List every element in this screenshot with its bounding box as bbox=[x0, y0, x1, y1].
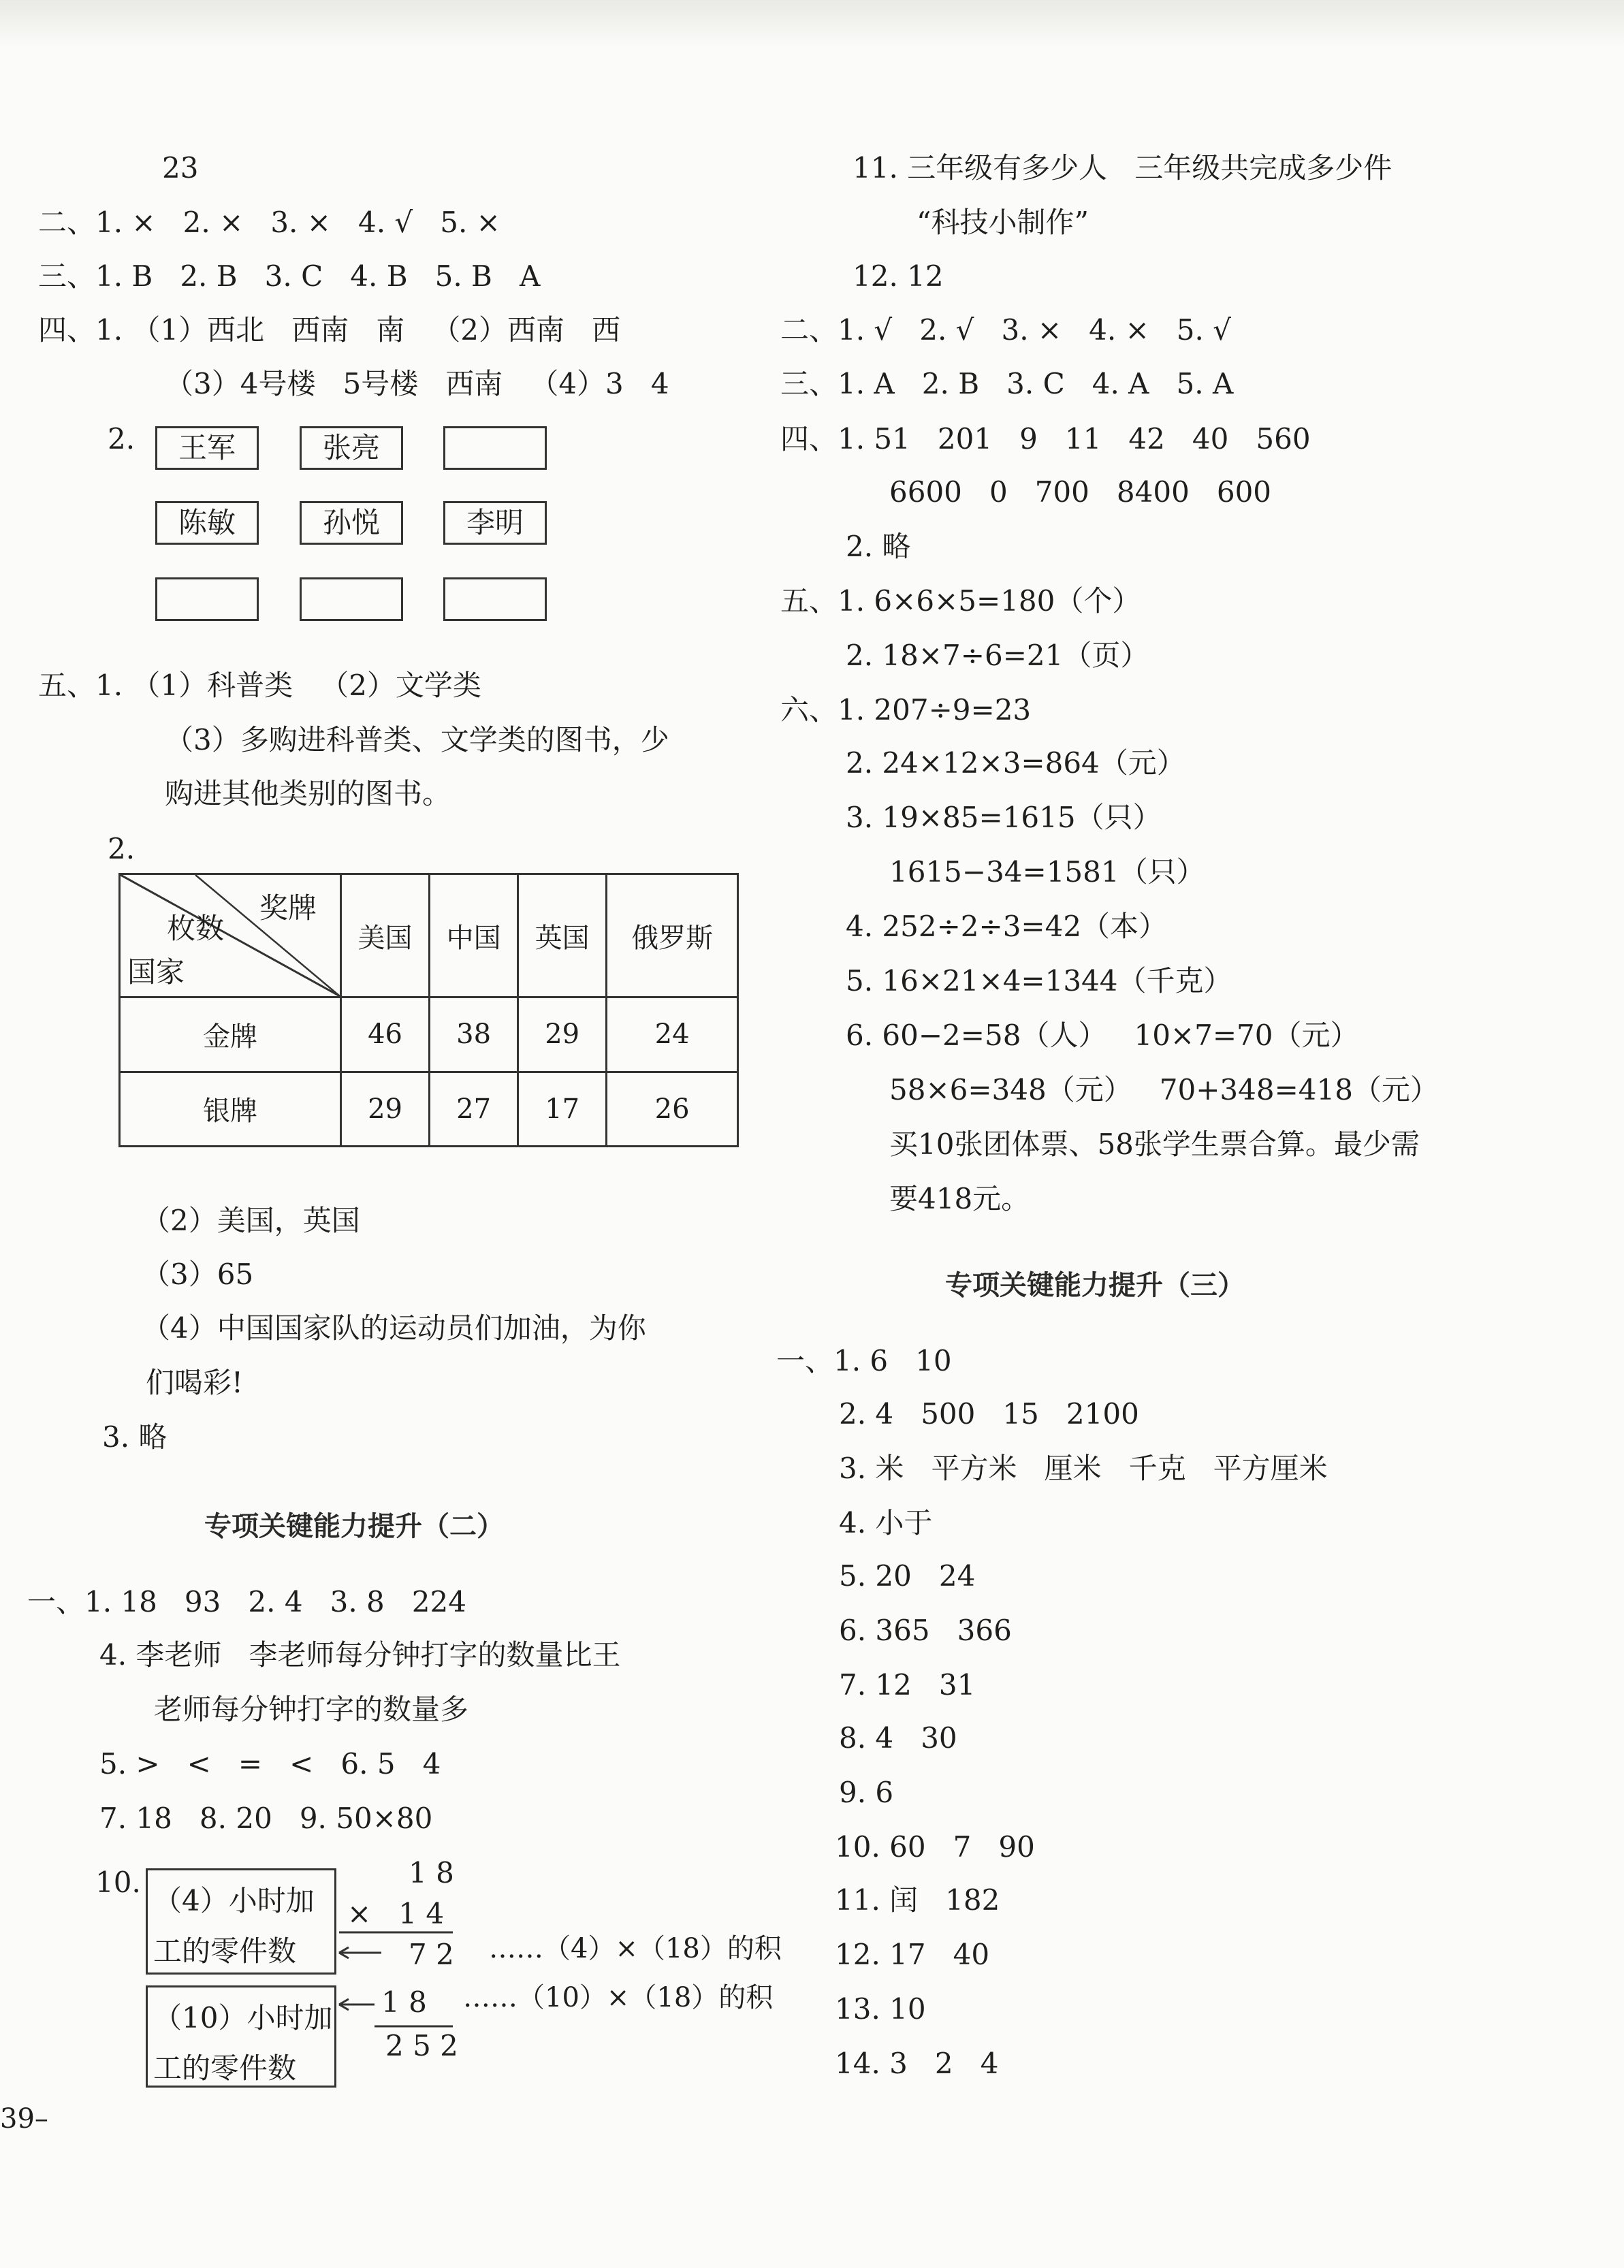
answer-line: 11. 三年级有多少人 三年级共完成多少件 bbox=[853, 151, 1392, 185]
corner-label-count: 枚数 bbox=[167, 912, 225, 945]
answer-line: 5. 20 24 bbox=[839, 1559, 976, 1593]
table-cell: 27 bbox=[430, 1072, 518, 1147]
column-header: 中国 bbox=[430, 874, 518, 997]
multiplicand: 1 8 bbox=[409, 1856, 454, 1889]
section-title: 专项关键能力提升（二） bbox=[204, 1511, 504, 1542]
box-text: （4）小时加 bbox=[153, 1884, 315, 1917]
answer-line: （2）美国，英国 bbox=[142, 1204, 360, 1237]
answer-line: 五、1. 6×6×5=180（个） bbox=[780, 584, 1141, 618]
answer-line: 购进其他类别的图书。 bbox=[165, 777, 451, 810]
corner-label-country: 国家 bbox=[127, 955, 185, 989]
table-cell: 26 bbox=[607, 1072, 738, 1147]
answer-line: 2. bbox=[108, 422, 136, 456]
answer-line: 三、1. B 2. B 3. C 4. B 5. B A bbox=[38, 259, 541, 293]
label-box-10-hours bbox=[146, 1985, 336, 2088]
name-box: 陈敏 bbox=[155, 501, 259, 545]
answer-line: 六、1. 207÷9=23 bbox=[780, 693, 1032, 726]
answer-line: 6. 365 366 bbox=[839, 1614, 1012, 1647]
answer-line: 买10张团体票、58张学生票合算。最少需 bbox=[889, 1128, 1420, 1161]
answer-line: 3. 米 平方米 厘米 千克 平方厘米 bbox=[839, 1452, 1328, 1485]
answer-line: 23 bbox=[162, 151, 199, 185]
partial-product-2: 1 8 bbox=[381, 1985, 427, 2019]
answer-line: 一、1. 6 10 bbox=[776, 1344, 952, 1377]
answer-line: 一、1. 18 93 2. 4 3. 8 224 bbox=[27, 1585, 466, 1618]
name-box: 孙悦 bbox=[300, 501, 403, 545]
answer-line: “科技小制作” bbox=[917, 206, 1089, 239]
answer-line: （3）4号楼 5号楼 西南 （4）3 4 bbox=[165, 367, 669, 400]
name-box bbox=[155, 577, 259, 621]
answer-line: 12. 17 40 bbox=[835, 1938, 990, 1971]
multiplier: × 1 4 bbox=[347, 1897, 445, 1930]
answer-line: 9. 6 bbox=[839, 1776, 894, 1809]
box-text: （10）小时加 bbox=[153, 2001, 333, 2034]
table-corner-cell bbox=[120, 874, 341, 997]
box-text: 工的零件数 bbox=[153, 1934, 297, 1968]
table-row bbox=[120, 1072, 738, 1147]
answer-line: 6. 60−2=58（人） 10×7=70（元） bbox=[846, 1019, 1359, 1052]
label-box-4-hours bbox=[146, 1868, 336, 1975]
column-header: 俄罗斯 bbox=[607, 874, 738, 997]
answer-line: 2. 18×7÷6=21（页） bbox=[846, 639, 1149, 672]
name-box bbox=[300, 577, 403, 621]
box-text: 工的零件数 bbox=[153, 2051, 297, 2085]
section-title: 专项关键能力提升（三） bbox=[945, 1270, 1245, 1301]
answer-line: 7. 18 8. 20 9. 50×80 bbox=[99, 1802, 433, 1835]
answer-line: 58×6=348（元） 70+348=418（元） bbox=[889, 1073, 1439, 1106]
table-cell: 46 bbox=[341, 997, 430, 1072]
row-label: 金牌 bbox=[120, 997, 341, 1072]
name-box: 王军 bbox=[155, 426, 259, 470]
page-number: 39– bbox=[0, 2103, 48, 2135]
answer-line: 10. 60 7 90 bbox=[835, 1830, 1035, 1864]
answer-line: 2. bbox=[108, 832, 136, 865]
answer-line: 6600 0 700 8400 600 bbox=[889, 475, 1272, 509]
answer-line: 13. 10 bbox=[835, 1992, 926, 2026]
table-cell: 29 bbox=[341, 1072, 430, 1147]
answer-line: 四、1. （1）西北 西南 南 （2）西南 西 bbox=[38, 313, 621, 347]
table-cell: 24 bbox=[607, 997, 738, 1072]
name-box: 李明 bbox=[443, 501, 547, 545]
answer-line: 二、1. √ 2. √ 3. × 4. × 5. √ bbox=[780, 313, 1231, 347]
answer-line: 2. 24×12×3=864（元） bbox=[846, 746, 1185, 780]
table-cell: 38 bbox=[430, 997, 518, 1072]
name-box: 张亮 bbox=[300, 426, 403, 470]
answer-line: 14. 3 2 4 bbox=[835, 2047, 999, 2080]
answer-line: 4. 小于 bbox=[839, 1506, 933, 1539]
answer-line: 5. > < = < 6. 5 4 bbox=[99, 1747, 441, 1780]
answer-line: 5. 16×21×4=1344（千克） bbox=[846, 964, 1232, 997]
table-cell: 17 bbox=[518, 1072, 607, 1147]
answer-line: 4. 李老师 李老师每分钟打字的数量比王 bbox=[99, 1638, 621, 1672]
answer-line: 们喝彩! bbox=[146, 1366, 243, 1399]
note-4x18: ……（4）×（18）的积 bbox=[489, 1933, 782, 1964]
answer-line: 11. 闰 182 bbox=[835, 1883, 1000, 1917]
answer-line: 12. 12 bbox=[853, 259, 944, 293]
answer-line: 2. 4 500 15 2100 bbox=[839, 1397, 1139, 1431]
answer-line: 三、1. A 2. B 3. C 4. A 5. A bbox=[780, 367, 1234, 400]
answer-line: 要418元。 bbox=[889, 1182, 1030, 1215]
answer-line: （3）65 bbox=[142, 1258, 254, 1291]
answer-line: （3）多购进科普类、文学类的图书，少 bbox=[165, 723, 669, 756]
answer-line: 3. 略 bbox=[102, 1420, 168, 1454]
answer-line: 8. 4 30 bbox=[839, 1721, 957, 1755]
answer-line: 7. 12 31 bbox=[839, 1668, 976, 1702]
answer-line: 1615−34=1581（只） bbox=[889, 855, 1205, 889]
answer-line: 3. 19×85=1615（只） bbox=[846, 801, 1162, 834]
note-10x18: ……（10）×（18）的积 bbox=[463, 1982, 774, 2013]
answer-line: 2. 略 bbox=[846, 530, 911, 563]
answer-line: （4）中国国家队的运动员们加油，为你 bbox=[142, 1311, 646, 1345]
table-cell: 29 bbox=[518, 997, 607, 1072]
column-header: 美国 bbox=[341, 874, 430, 997]
name-box bbox=[443, 426, 547, 470]
corner-label-medal: 奖牌 bbox=[259, 891, 317, 925]
answer-line: 二、1. × 2. × 3. × 4. √ 5. × bbox=[38, 206, 500, 239]
question-number: 10. bbox=[95, 1866, 141, 1899]
partial-product-1: 7 2 bbox=[409, 1938, 454, 1971]
medal-table bbox=[118, 873, 739, 1147]
scan-shadow bbox=[0, 0, 1624, 48]
answer-line: 老师每分钟打字的数量多 bbox=[154, 1693, 469, 1726]
row-label: 银牌 bbox=[120, 1072, 341, 1147]
table-row bbox=[120, 997, 738, 1072]
name-box bbox=[443, 577, 547, 621]
answer-line: 四、1. 51 201 9 11 42 40 560 bbox=[780, 422, 1311, 456]
answer-line: 4. 252÷2÷3=42（本） bbox=[846, 910, 1168, 943]
answer-line: 五、1. （1）科普类 （2）文学类 bbox=[38, 669, 481, 702]
column-header: 英国 bbox=[518, 874, 607, 997]
product: 2 5 2 bbox=[385, 2029, 458, 2062]
